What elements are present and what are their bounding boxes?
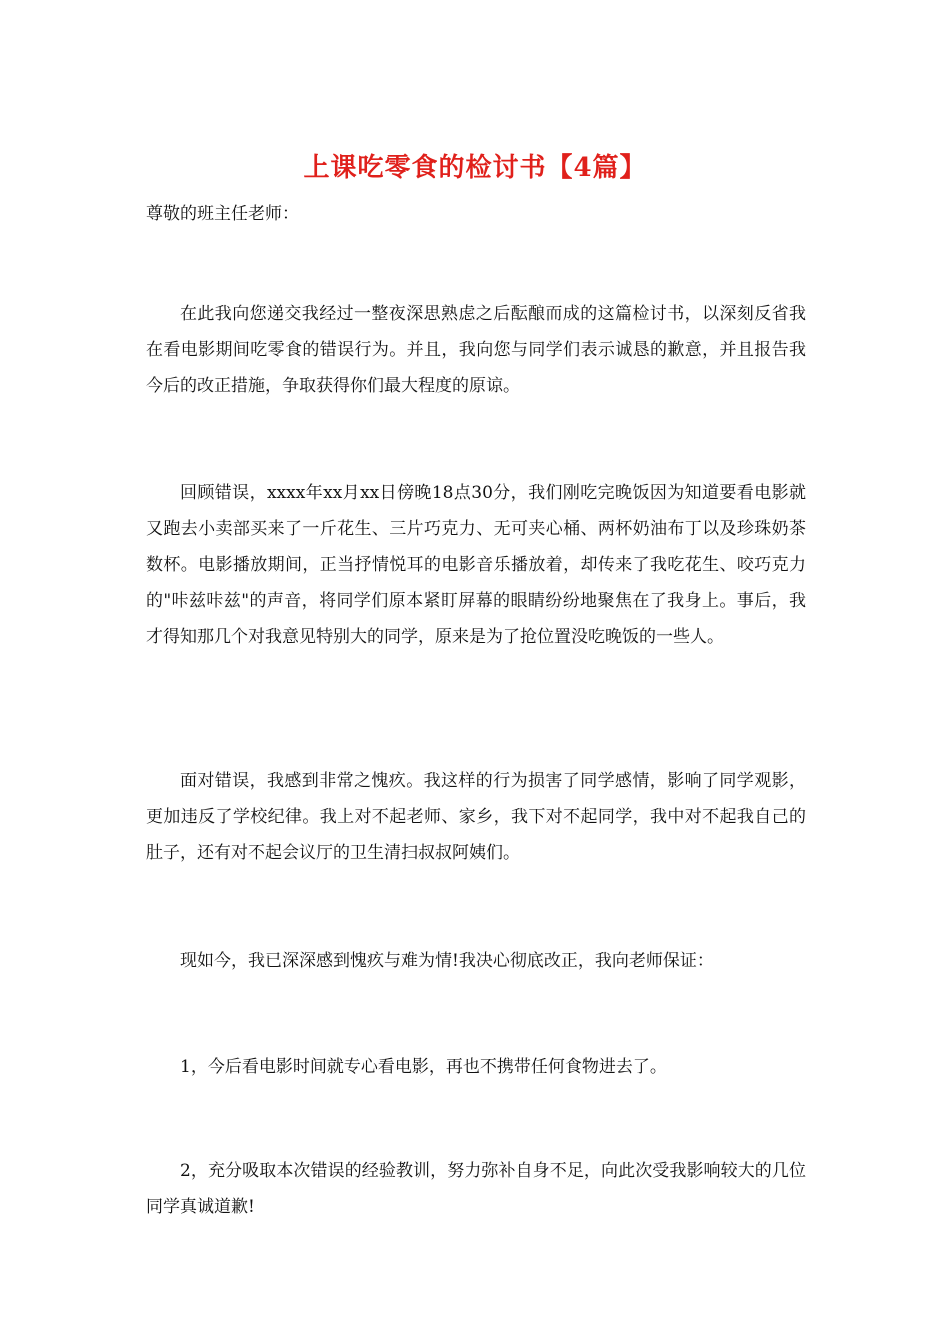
paragraph-5: 1，今后看电影时间就专心看电影，再也不携带任何食物进去了。 [180, 1057, 667, 1077]
document-title: 上课吃零食的检讨书【4篇】 [303, 153, 647, 183]
paragraph-3: 面对错误，我感到非常之愧疚。我这样的行为损害了同学感情，影响了同学观影，更加违反了学校纪律。我上对不起老师、家乡，我下对不起同学，我中对不起我自己的肚子，还有对不起会议厅的卫生清扫叔叔阿姨们。 [146, 771, 806, 863]
paragraph-6: 2，充分吸取本次错误的经验教训，努力弥补自身不足，向此次受我影响较大的几位同学真诚道歉! [146, 1161, 806, 1217]
salutation: 尊敬的班主任老师： [146, 204, 299, 224]
paragraph-1: 在此我向您递交我经过一整夜深思熟虑之后酝酿而成的这篇检讨书，以深刻反省我在看电影期间吃零食的错误行为。并且，我向您与同学们表示诚恳的歉意，并且报告我今后的改正措施，争取获得你们最大程度的原谅。 [146, 304, 806, 396]
paragraph-4: 现如今，我已深深感到愧疚与难为情!我决心彻底改正，我向老师保证： [180, 951, 714, 971]
paragraph-2: 回顾错误，xxxx年xx月xx日傍晚18点30分，我们刚吃完晚饭因为知道要看电影就又跑去小卖部买来了一斤花生、三片巧克力、无可夹心桶、两杯奶油布丁以及珍珠奶茶数杯。电影播放期间，正当抒情悦耳的电影音乐播放着，却传来了我吃花生、咬巧克力的"咔兹咔兹"的声音，将同学们原本紧盯屏幕的眼睛纷纷地聚焦在了我身上。事后，我才得知那几个对我意见特别大的同学，原来是为了抢位置没吃晚饭的一些人。 [146, 483, 806, 647]
